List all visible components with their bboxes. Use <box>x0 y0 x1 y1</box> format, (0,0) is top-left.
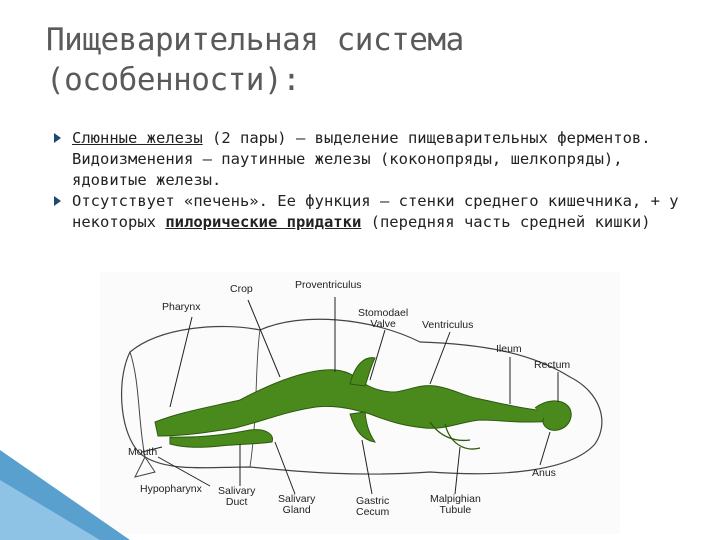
gastric-cecum-upper <box>350 358 375 386</box>
gastric-cecum-lower <box>350 412 375 442</box>
label-proventriculus: Proventriculus <box>295 279 362 291</box>
bullet-arrow-icon <box>54 196 61 206</box>
label-ventriculus: Ventriculus <box>422 319 474 331</box>
label-malpighian-line-1: Malpighian <box>430 493 481 505</box>
label-salivary-duct-line-2: Duct <box>225 496 248 508</box>
label-malpighian-line-2: Tubule <box>439 504 472 516</box>
label-stomodael-valve <box>358 308 408 330</box>
label-ileum: Ileum <box>496 343 522 355</box>
label-mouth: Mouth <box>128 446 158 458</box>
label-crop: Crop <box>230 283 253 295</box>
label-rectum: Rectum <box>534 359 571 371</box>
label-stomodael-line-2: Valve <box>370 318 396 330</box>
label-salivary-gland-line-1: Salivary <box>278 493 316 505</box>
bullet-arrow-icon <box>54 133 61 143</box>
salivary-glands-term: Слюнные железы <box>72 129 203 147</box>
label-anus: Anus <box>532 467 556 479</box>
label-hypopharynx: Hypopharynx <box>140 483 202 495</box>
malpighian-tubule <box>445 424 480 449</box>
digestive-system-diagram <box>100 272 620 534</box>
label-stomodael-line-1: Stomodael <box>358 307 409 319</box>
pyloric-appendages-term: пилорические придатки <box>165 213 362 231</box>
head-outline <box>130 352 145 457</box>
bullet-list <box>52 128 702 233</box>
label-gastric-cecum-line-2: Cecum <box>356 506 390 518</box>
bullet-item <box>52 128 702 191</box>
label-salivary-duct-line-1: Salivary <box>218 485 256 497</box>
label-salivary-gland <box>278 494 315 516</box>
bullet-text: (2 пары) – выделение пищеварительных ферментов. Видоизменения – паутинные железы (коконопряды, шелкопряды), ядовитые железы. <box>72 129 651 189</box>
label-gastric-cecum-line-1: Gastric <box>356 495 390 507</box>
decorative-corner-inner <box>0 480 100 540</box>
bullet-item <box>52 191 702 233</box>
label-salivary-duct <box>218 486 255 508</box>
label-pharynx: Pharynx <box>162 301 201 313</box>
bullet-text: (передняя часть средней кишки) <box>361 213 651 231</box>
title-line-2: (особенности): <box>46 62 301 98</box>
label-salivary-gland-line-2: Gland <box>282 504 311 516</box>
title-line-1: Пищеварительная система <box>46 22 464 58</box>
slide-title <box>46 20 686 100</box>
label-malpighian-tubule <box>430 494 481 516</box>
bullet-text: Отсутствует «печень». Ее функция – стенки среднего кишечника, + у некоторых <box>72 192 679 231</box>
label-gastric-cecum <box>356 496 389 518</box>
